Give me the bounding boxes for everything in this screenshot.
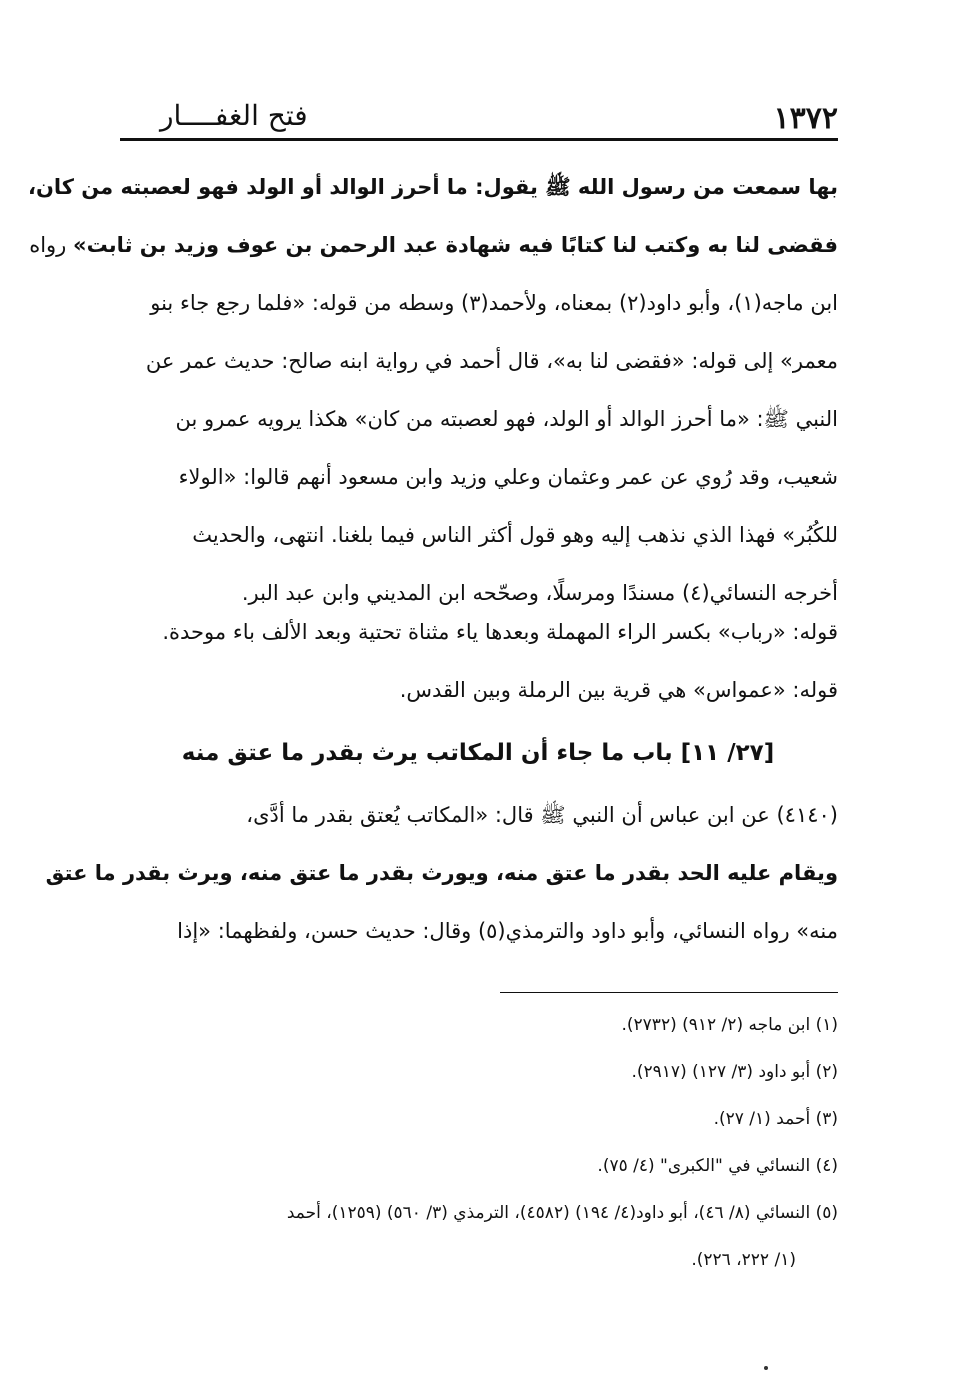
footnote-2: (٢) أبو داود (٣/ ١٢٧) (٢٩١٧). (631, 1062, 838, 1082)
text-line: بها سمعت من رسول الله ﷺ يقول: ما أحرز الوالد أو الولد فهو لعصبته من كان، (27, 175, 838, 199)
text-line: النبي ﷺ: «ما أحرز الوالد أو الولد، فهو لعصبته من كان» هكذا يرويه عمرو بن (175, 407, 838, 431)
scan-speck (764, 1366, 768, 1370)
text-line: معمر» إلى قوله: «فقضى لنا به»، قال أحمد في رواية ابنه صالح: حديث عمر عن (145, 349, 838, 373)
page-header (120, 95, 838, 139)
footnotes (118, 1002, 838, 1284)
text-line: (٤١٤٠) عن ابن عباس أن النبي ﷺ قال: «المكاتب يُعتق بقدر ما أدَّى، (246, 803, 838, 827)
main-text (27, 158, 838, 622)
footnote-5: (٥) النسائي (٨/ ٤٦)، أبو داود(٤/ ١٩٤) (٤٥٨٢)، الترمذي (٣/ ٥٦٠) (١٢٥٩)، أحمد (286, 1203, 838, 1223)
text-line: ابن ماجه(١)، وأبو داود(٢) بمعناه، ولأحمد(٣) وسطه من قوله: «فلما رجع جاء بنو (150, 291, 838, 315)
footnote-5-continued: (١/ ٢٢٢، ٢٢٦). (691, 1250, 796, 1270)
footnote-rule (500, 992, 838, 993)
footnote-4: (٤) النسائي في "الكبرى" (٤/ ٧٥). (597, 1156, 838, 1176)
text-line: منه» رواه النسائي، وأبو داود والترمذي(٥) وقال: حديث حسن، ولفظهما: «إذا (177, 919, 838, 943)
text-line: ويقام عليه الحد بقدر ما عتق منه، ويورث بقدر ما عتق منه، ويرث بقدر ما عتق (45, 861, 838, 885)
chapter-heading: [٢٧/ ١١] باب ما جاء أن المكاتب يرث بقدر ما عتق منه (181, 740, 775, 766)
footnote-3: (٣) أحمد (١/ ٢٧). (713, 1109, 838, 1129)
text-line: للكُبُر» فهذا الذي نذهب إليه وهو قول أكثر الناس فيما بلغنا. انتهى، والحديث (192, 523, 838, 547)
text-line: شعيب، وقد رُوي عن عمر وعثمان وعلي وزيد وابن مسعود أنهم قالوا: «الولاء (178, 465, 838, 489)
page-number: ١٣٧٢ (773, 101, 838, 136)
glossary-notes (118, 603, 838, 719)
note-amwas: قوله: «عمواس» هي قرية بين الرملة وبين القدس. (399, 678, 838, 702)
note-rebab: قوله: «رباب» بكسر الراء المهملة وبعدها ياء مثناة تحتية وبعد الألف باء موحدة. (162, 620, 838, 644)
hadith-text (45, 786, 838, 960)
text-line: أخرجه النسائي(٤) مسندًا ومرسلًا، وصحّحه ابن المديني وابن عبد البر. (241, 581, 838, 605)
text-line: فقضى لنا به وكتب لنا كتابًا فيه شهادة عبد الرحمن بن عوف وزيد بن ثابت» رواه (29, 233, 838, 257)
running-title: فتح الغفــــار (160, 99, 308, 132)
footnote-1: (١) ابن ماجه (٢/ ٩١٢) (٢٧٣٢). (621, 1015, 838, 1035)
header-rule (120, 138, 838, 141)
